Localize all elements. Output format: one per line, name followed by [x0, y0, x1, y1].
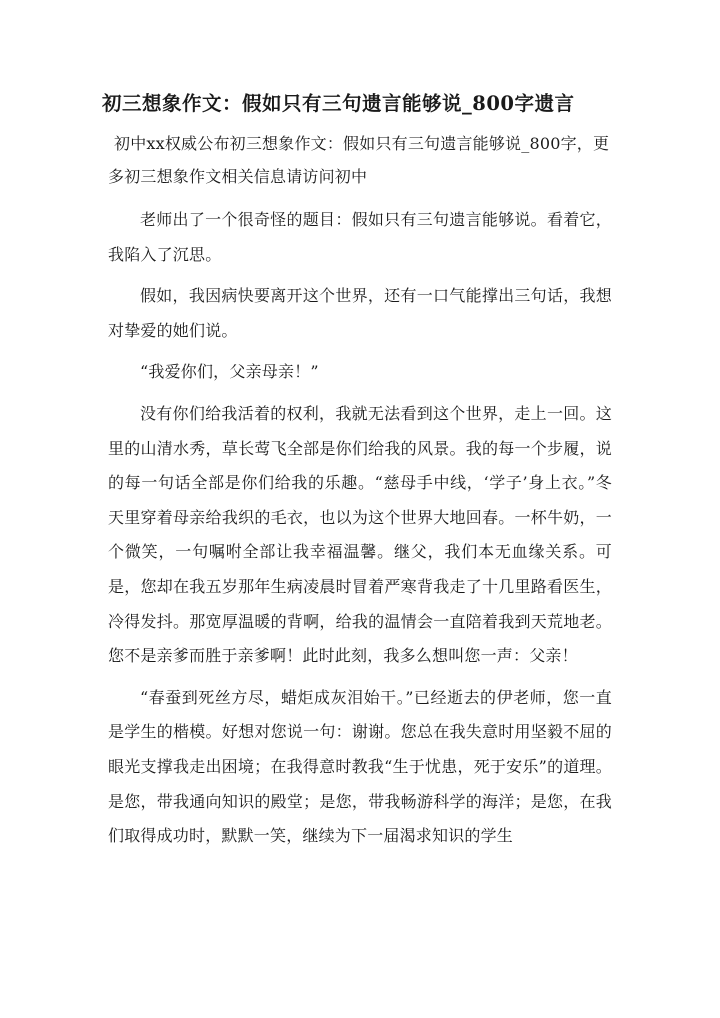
intro-paragraph: 初中xx权威公布初三想象作文：假如只有三句遗言能够说_800字，更多初三想象作文相关信息请访问初中: [108, 134, 610, 186]
body-paragraph-2: 假如，我因病快要离开这个世界，还有一口气能撑出三句话，我想对挚爱的她们说。: [108, 286, 612, 340]
body-paragraph-3: “我爱你们，父亲母亲！”: [140, 362, 319, 382]
document-title: 初三想象作文：假如只有三句遗言能够说_800字遗言: [102, 92, 575, 115]
body-paragraph-1: 老师出了一个很奇怪的题目：假如只有三句遗言能够说。看着它，我陷入了沉思。: [108, 210, 612, 264]
body-paragraph-5: “春蚕到死丝方尽，蜡炬成灰泪始干。”已经逝去的伊老师，您一直是学生的楷模。好想对您说一句：谢谢。您总在我失意时用坚毅不屈的眼光支撑我走出困境；在我得意时教我“生于忧患，死于安乐”的道理。是您，带我通向知识的殿堂；是您，带我畅游科学的海洋；是您，在我们取得成功时，默默一笑，继续为下一届渴求知识的学生: [108, 687, 612, 846]
body-paragraph-4: 没有你们给我活着的权利，我就无法看到这个世界，走上一回。这里的山清水秀，草长莺飞全部是你们给我的风景。我的每一个步履，说的每一句话全部是你们给我的乐趣。“慈母手中线，‘学子’身上衣。”冬天里穿着母亲给我织的毛衣，也以为这个世界大地回春。一杯牛奶，一个微笑，一句嘱咐全部让我幸福温馨。继父，我们本无血缘关系。可是，您却在我五岁那年生病凌晨时冒着严寒背我走了十几里路看医生，冷得发抖。那宽厚温暖的背啊，给我的温情会一直陪着我到天荒地老。您不是亲爹而胜于亲爹啊！此时此刻，我多么想叫您一声：父亲！: [108, 403, 612, 666]
